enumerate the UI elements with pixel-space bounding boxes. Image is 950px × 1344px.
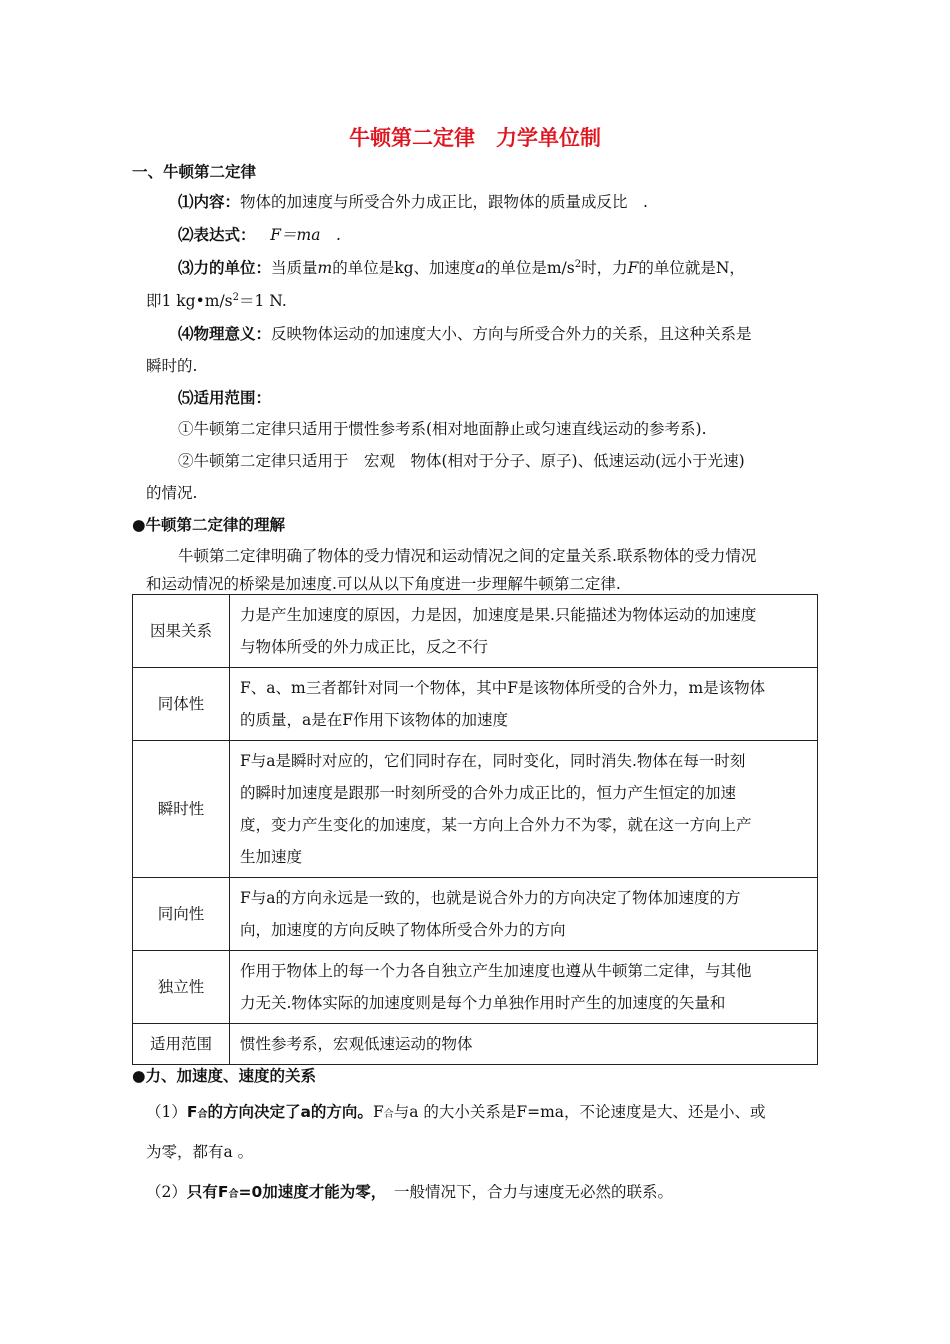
table-row <box>133 951 818 1024</box>
table-key-cell: 同向性 <box>133 878 230 951</box>
meaning-text: 反映物体运动的加速度大小、方向与所受合外力的关系，且这种关系是 <box>271 325 752 343</box>
relation-p2-bold-b: =0加速度才能为零， <box>238 1183 379 1201</box>
table-row <box>133 741 818 878</box>
relation-p2-bold-sub: 合 <box>228 1189 239 1200</box>
table-value-line: 的质量，a是在F作用下该物体的加速度 <box>240 711 508 729</box>
relation-p1-bold-sub: 合 <box>197 1109 208 1120</box>
table-key-cell: 因果关系 <box>133 595 230 668</box>
table-value-line: 生加速度 <box>240 848 303 866</box>
table-key-cell: 独立性 <box>133 951 230 1024</box>
formula-line <box>178 223 341 245</box>
table-row <box>133 878 818 951</box>
section-heading-newton: 一、牛顿第二定律 <box>132 163 257 181</box>
table-value-cell <box>230 951 818 1024</box>
relation-para-2 <box>146 1180 673 1202</box>
relation-p1-text-sub: 合 <box>383 1109 394 1120</box>
scope-label: ⑸适用范围： <box>178 389 272 407</box>
unit-line-2 <box>146 289 287 311</box>
content-text: 物体的加速度与所受合外力成正比，跟物体的质量成反比 . <box>240 193 648 211</box>
table-value-line: F与a的方向永远是一致的，也就是说合外力的方向决定了物体加速度的方 <box>240 889 741 907</box>
relation-p1-bold-b: 的方向决定了a的方向。 <box>207 1103 373 1121</box>
page-title: 牛顿第二定律 力学单位制 <box>349 126 601 150</box>
table-value-line: 向，加速度的方向反映了物体所受合外力的方向 <box>240 921 566 939</box>
relation-p1-bold-a: F <box>186 1103 198 1121</box>
content-line <box>178 190 648 212</box>
formula-text: F＝ma . <box>270 226 341 244</box>
table-value-line: F、a、m三者都针对同一个物体，其中F是该物体所受的合外力，m是该物体 <box>240 679 766 697</box>
table-value-line: 的瞬时加速度是跟那一时刻所受的合外力成正比的，恒力产生恒定的加速 <box>240 784 737 802</box>
relation-p2-num: （2） <box>146 1183 187 1201</box>
unit-line <box>178 256 745 278</box>
relation-p2-text: 一般情况下，合力与速度无必然的联系。 <box>378 1183 674 1201</box>
scope-item-2: ②牛顿第二定律只适用于 宏观 物体(相对于分子、原子)、低速运动(远小于光速) <box>178 452 745 470</box>
table-value-cell <box>230 1024 818 1065</box>
unit-text-b: 的单位是kg、加速度 <box>332 259 476 277</box>
relation-p1-text-b: 与a 的大小关系是F=ma，不论速度是大、还是小、或 <box>393 1103 766 1121</box>
meaning-label: ⑷物理意义： <box>178 325 272 343</box>
unit-line2-sup: 2 <box>232 291 239 303</box>
content-label: ⑴内容： <box>178 193 241 211</box>
table-key-cell: 同体性 <box>133 668 230 741</box>
formula-label: ⑵表达式： <box>178 226 256 244</box>
relation-p1-text-a: F <box>372 1103 384 1121</box>
understanding-table <box>132 594 818 1065</box>
unit-line2-b: ＝1 N. <box>239 292 287 310</box>
table-value-cell <box>230 878 818 951</box>
table-value-line: 作用于物体上的每一个力各自独立产生加速度也遵从牛顿第二定律，与其他 <box>240 962 752 980</box>
intro-line-2: 和运动情况的桥梁是加速度.可以从以下角度进一步理解牛顿第二定律. <box>146 575 621 593</box>
unit-text-e: 的单位就是N， <box>638 259 745 277</box>
scope-item-2-cont: 的情况. <box>146 484 198 502</box>
meaning-line <box>178 322 752 344</box>
unit-label: ⑶力的单位： <box>178 259 272 277</box>
meaning-line-2: 瞬时的. <box>146 357 198 375</box>
relation-para-1 <box>146 1100 766 1122</box>
table-value-line: 惯性参考系，宏观低速运动的物体 <box>240 1035 473 1053</box>
table-value-cell <box>230 668 818 741</box>
relation-para-1-cont: 为零，都有a 。 <box>146 1143 254 1161</box>
unit-m: m <box>317 259 333 277</box>
table-value-line: 力无关.物体实际的加速度则是每个力单独作用时产生的加速度的矢量和 <box>240 994 726 1012</box>
unit-sup: 2 <box>574 258 582 270</box>
scope-item-1: ①牛顿第二定律只适用于惯性参考系(相对地面静止或匀速直线运动的参考系). <box>178 420 707 438</box>
table-key-cell: 瞬时性 <box>133 741 230 878</box>
table-row <box>133 668 818 741</box>
relation-p2-bold-a: 只有F <box>186 1183 229 1201</box>
table-value-line: 度，变力产生变化的加速度，某一方向上合外力不为零，就在这一方向上产 <box>240 816 752 834</box>
unit-a: a <box>475 259 485 277</box>
relation-p1-num: （1） <box>146 1103 187 1121</box>
section-heading-understanding: ●牛顿第二定律的理解 <box>132 516 286 534</box>
table-value-line: 力是产生加速度的原因，力是因，加速度是果.只能描述为物体运动的加速度 <box>240 606 757 624</box>
intro-line-1: 牛顿第二定律明确了物体的受力情况和运动情况之间的定量关系.联系物体的受力情况 <box>178 547 757 565</box>
table-row <box>133 1024 818 1065</box>
table-value-line: F与a是瞬时对应的，它们同时存在，同时变化，同时消失.物体在每一时刻 <box>240 752 746 770</box>
table-value-cell <box>230 741 818 878</box>
unit-text-d: 时，力 <box>581 259 628 277</box>
table-value-cell <box>230 595 818 668</box>
unit-F: F <box>627 259 639 277</box>
table-row <box>133 595 818 668</box>
table-value-line: 与物体所受的外力成正比，反之不行 <box>240 638 489 656</box>
unit-text-c: 的单位是m/s <box>484 259 575 277</box>
table-key-cell: 适用范围 <box>133 1024 230 1065</box>
section-heading-relation: ●力、加速度、速度的关系 <box>132 1067 317 1085</box>
unit-text-a: 当质量 <box>271 259 318 277</box>
unit-line2-a: 即1 kg•m/s <box>146 292 233 310</box>
